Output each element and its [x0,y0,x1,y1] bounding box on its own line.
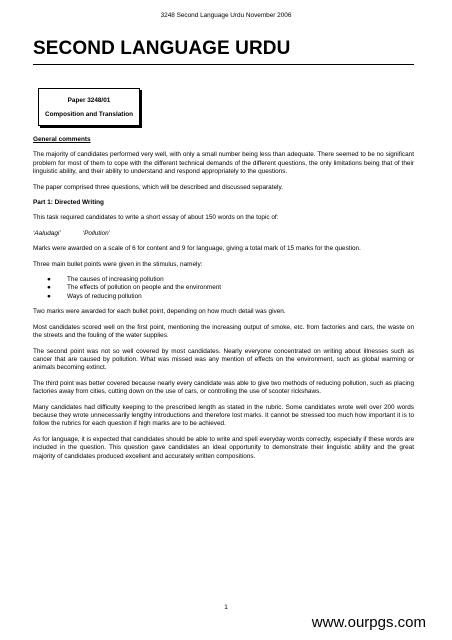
marks-paragraph: Marks were awarded on a scale of 6 for content and 9 for language, giving a total mark of 15 marks for the question. [33,245,361,253]
paper-info-box [38,88,140,126]
watermark-url[interactable]: www.ourpgs.com [311,614,426,631]
paper-subtitle: Composition and Translation [44,111,134,118]
first-point-paragraph: Most candidates scored well on the first point, mentioning the increasing output of smoke, etc. from factories and cars, the waste on the streets and the fouling of the water supplies. [33,323,414,340]
list-item: ● The effects of pollution on people and the environment [47,284,222,292]
topic-english: ‘Pollution’ [82,229,111,237]
title-rule [33,64,414,65]
page-number: 1 [224,604,228,611]
bullets-intro: Three main bullet points were given in the stimulus, namely: [33,260,203,268]
bullet-icon: ● [47,276,51,284]
two-marks-paragraph: Two marks were awarded for each bullet point, depending on how much detail was given. [33,308,286,316]
document-title: SECOND LANGUAGE URDU [33,38,291,59]
language-paragraph: As for language, it is expected that candidates should be able to write and spell everyday words correctly, especially if these words are included in the question. This question gave candidates an ideal opportunity to demonstrate their linguistic ability and the great majority of candidates produced excellent and accurately written compositions. [33,435,414,460]
topic-urdu: ‘Aaludagi’ [33,229,61,237]
third-point-paragraph: The third point was better covered because nearly every candidate was able to give two methods of reducing pollution, such as placing factories away from cities, cutting down on the use of cars, or controlling the use of scooter rickshaws. [33,379,414,396]
bullet-list [33,276,414,301]
paper-code: Paper 3248/01 [67,97,111,104]
general-paragraph-1: The majority of candidates performed very well, with only a small number being less than adequate. There seemed to be no significant problem for most of them to cope with the different technical demands of the different questions, the only limitations being that of their linguistic ability, and their ability to understand and respond appropriately to the questions. [33,151,414,176]
general-comments-heading: General comments [33,136,91,143]
length-paragraph: Many candidates had difficulty keeping to the prescribed length as stated in the rubric. Some candidates wrote well over 200 words because they wrote unnecessarily lengthy introductions and therefore lost marks. It cannot be stressed too much how important it is to follow the rubrics for each question if high marks are to be achieved. [33,403,414,428]
part1-paragraph: This task required candidates to write a short essay of about 150 words on the topic of: [33,214,279,222]
report-body [33,136,414,468]
part1-heading: Part 1: Directed Writing [33,199,104,207]
general-paragraph-2: The paper comprised three questions, which will be described and discussed separately. [33,183,283,191]
list-item: ● The causes of increasing pollution [47,276,164,284]
running-header: 3248 Second Language Urdu November 2006 [160,12,292,19]
second-point-paragraph: The second point was not so well covered by most candidates. Nearly everyone concentrated on writing about illnesses such as cancer that are caused by pollution. What was missed was any mention of effects on the environment, such as global warming or animals becoming extinct. [33,347,414,372]
list-item: ● Ways of reducing pollution [47,292,142,300]
bullet-icon: ● [47,284,51,292]
topic-line [33,230,414,238]
bullet-icon: ● [47,292,51,300]
